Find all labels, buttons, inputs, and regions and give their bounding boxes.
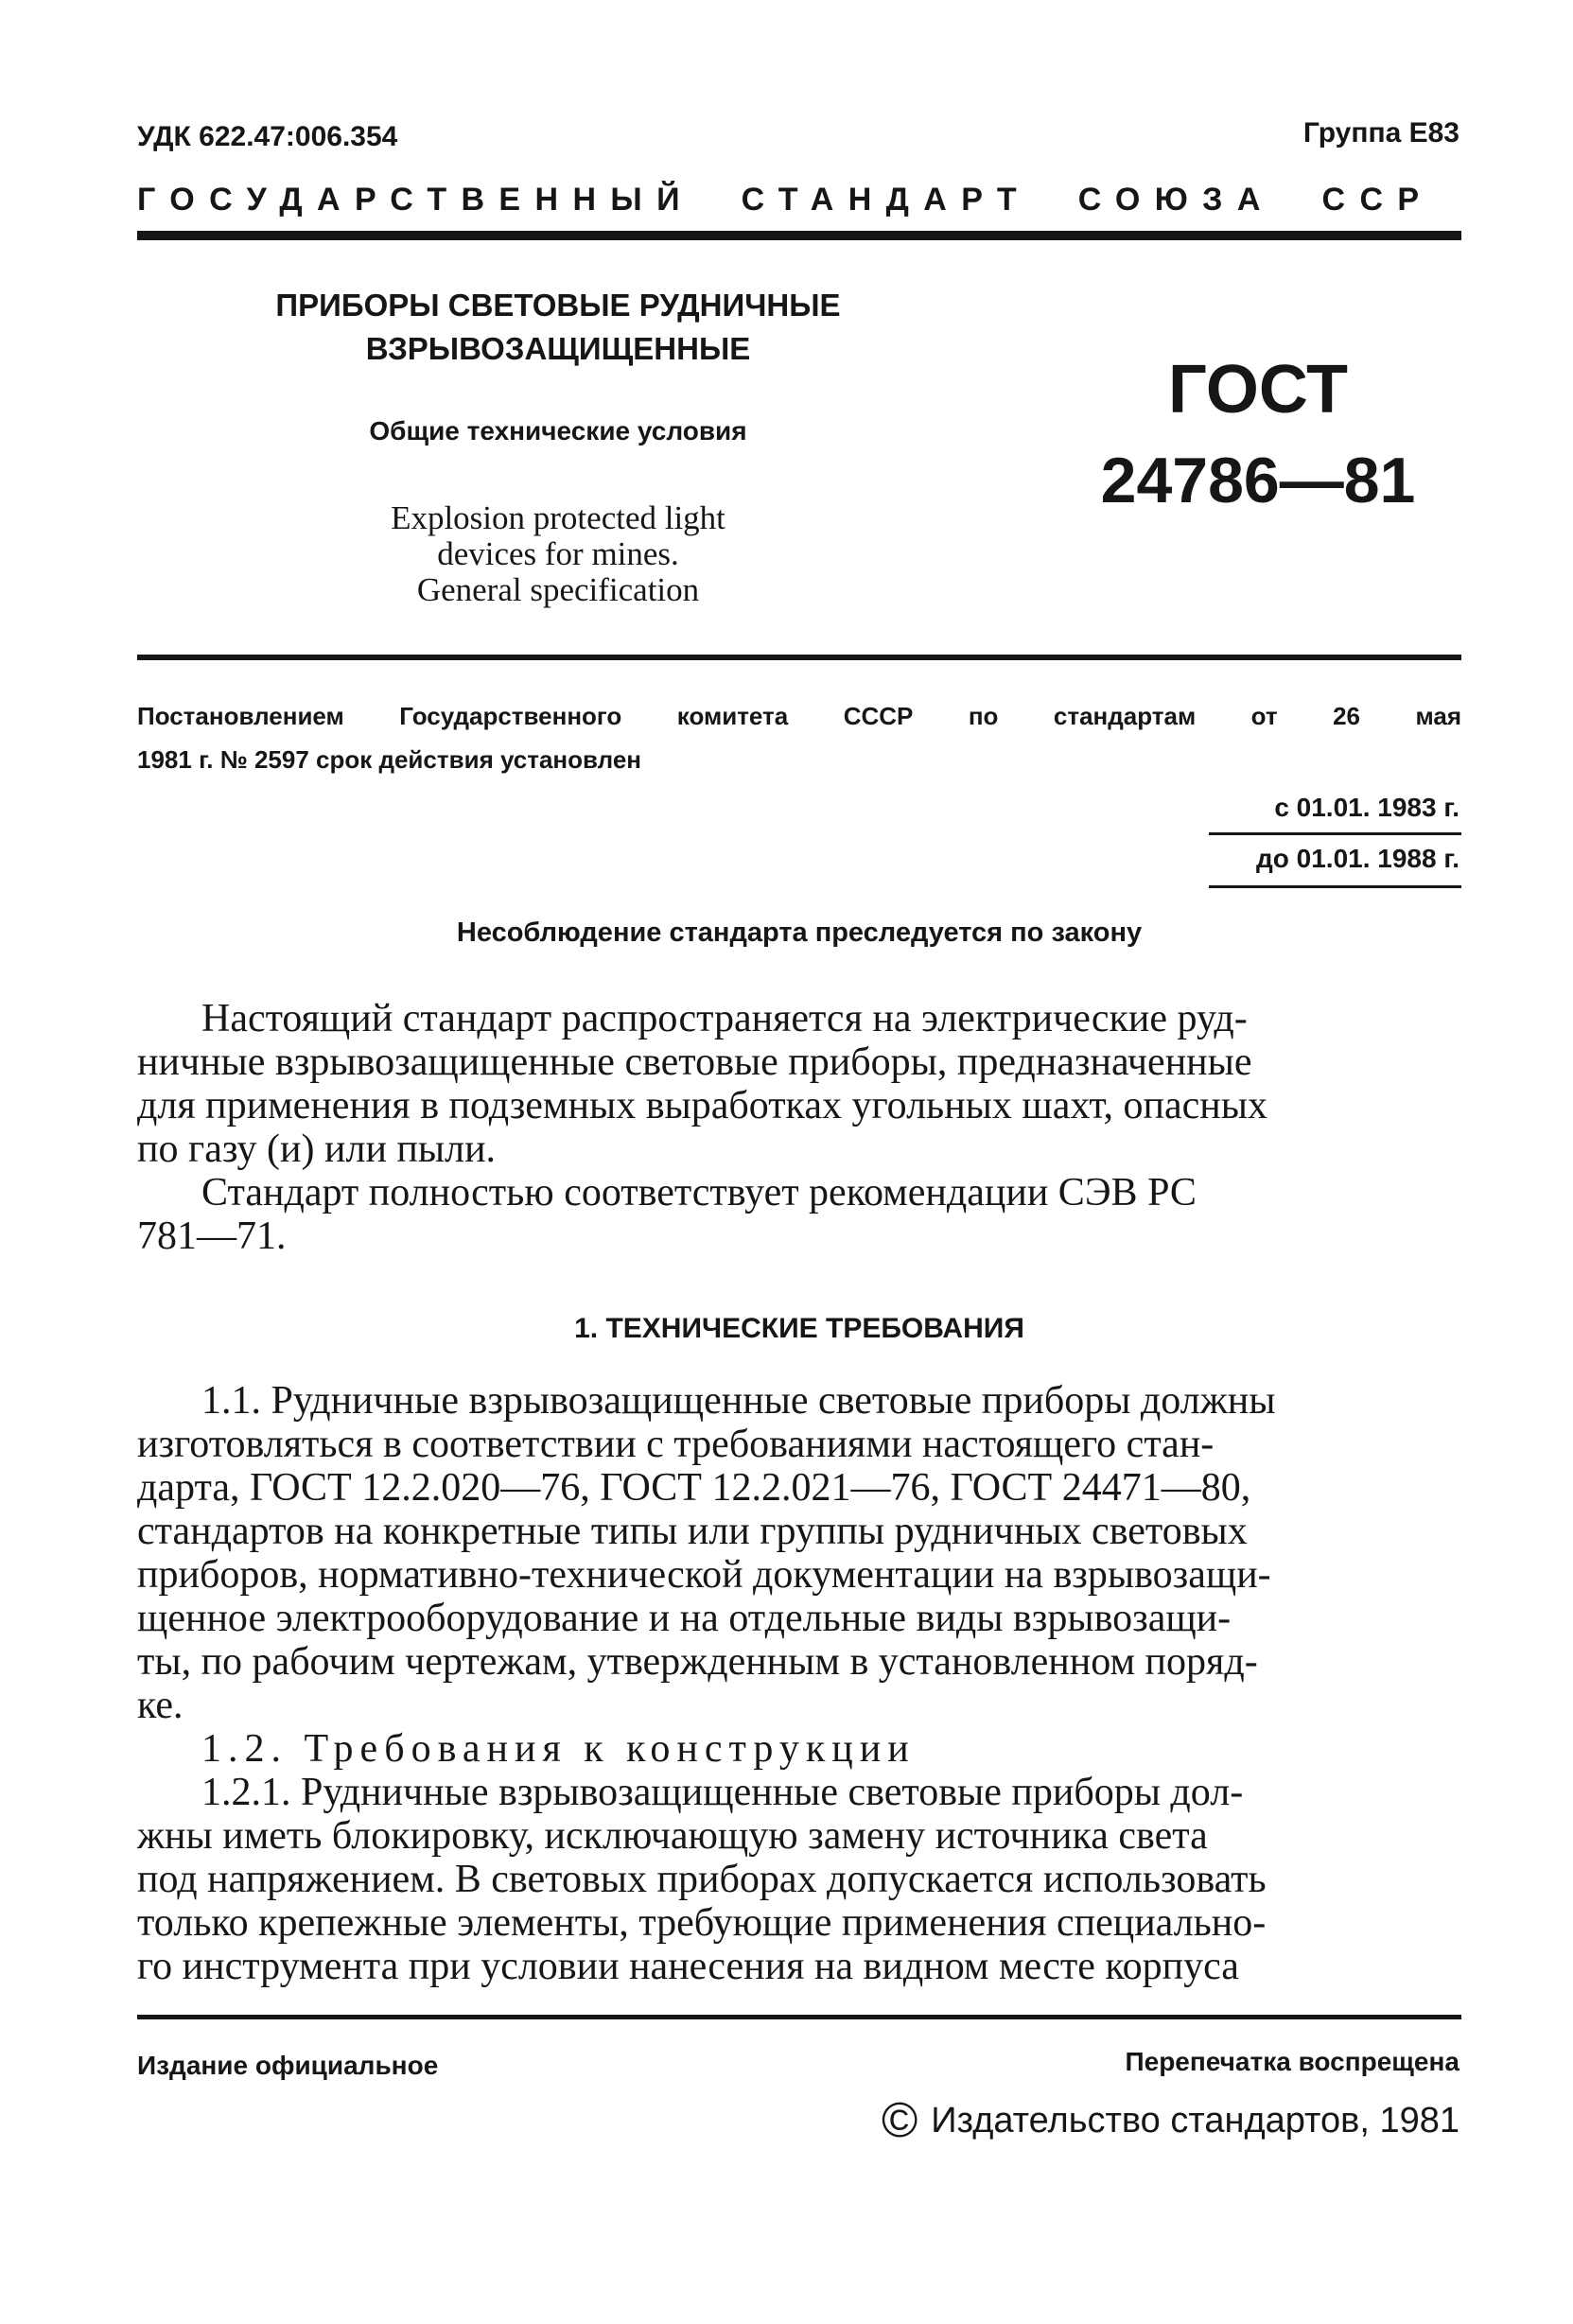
clause-1-1 [137,1379,1275,1727]
gost-label: ГОСТ [1167,352,1349,428]
intro-line: для применения в подземных выработках угольных шахт, опасных [137,1084,1267,1127]
intro-line: по газу (и) или пыли. [137,1127,497,1171]
title-english-2: devices for mines. [437,535,679,572]
clause-line: го инструмента при условии нанесения на видном месте корпуса [137,1945,1239,1988]
group-code: Группа Е83 [1302,117,1459,149]
footer-publisher-line [881,2093,1459,2148]
decree-valid-to: до 01.01. 1988 г. [1256,844,1459,873]
decree-line-2: 1981 г. № 2597 срок действия установлен [137,745,641,774]
clause-line: приборов, нормативно-технической документации на взрывозащи- [137,1553,1271,1597]
clause-line: ке. [137,1684,184,1727]
decree-valid-from: с 01.01. 1983 г. [1274,793,1459,822]
footer-rule [137,2015,1461,2019]
clause-line: дарта, ГОСТ 12.2.020—76, ГОСТ 12.2.021—76, ГОСТ 24471—80, [137,1466,1251,1510]
clause-1-2-heading [137,1727,916,1771]
intro-line: ничные взрывозащищенные световые приборы, предназначенные [137,1040,1252,1084]
decree-line-1: Постановлением Государственного комитета СССР по стандартам от 26 мая [137,702,1461,730]
intro-line: Настоящий стандарт распространяется на электрические руд- [201,997,1248,1040]
title-subtitle: Общие технические условия [369,416,747,446]
intro-line: 781—71. [137,1214,287,1258]
gost-number: 24786—81 [1100,445,1416,516]
intro-paragraph-1 [137,997,1267,1171]
udk-code: УДК 622.47:006.354 [137,121,398,152]
clause-line: стандартов на конкретные типы или группы рудничных световых [137,1510,1248,1553]
clause-line: 1.1. Рудничные взрывозащищенные световые приборы должны [201,1379,1276,1423]
clause-1-2-title: 1.2. Требования к конструкции [201,1727,916,1771]
clause-line: щенное электрооборудование и на отдельные виды взрывозащи- [137,1597,1232,1640]
title-line-1: ПРИБОРЫ СВЕТОВЫЕ РУДНИЧНЫЕ [275,288,841,323]
decree-rule-1 [1209,832,1461,835]
clause-line: изготовляться в соответствии с требованиями настоящего стан- [137,1423,1215,1466]
law-notice: Несоблюдение стандарта преследуется по закону [456,917,1143,948]
clause-1-2-1 [137,1771,1267,1988]
footer-publisher: Издательство стандартов, 1981 [931,2100,1459,2141]
title-english-3: General specification [416,571,700,608]
title-rule [137,655,1461,660]
decree-rule-2 [1209,885,1461,888]
clause-line: жны иметь блокировку, исключающую замену источника света [137,1814,1208,1858]
section-1-heading: 1. ТЕХНИЧЕСКИЕ ТРЕБОВАНИЯ [574,1313,1024,1344]
clause-line: 1.2.1. Рудничные взрывозащищенные световые приборы дол- [201,1771,1244,1814]
intro-paragraph-2 [137,1171,1197,1258]
footer-reprint-notice: Перепечатка воспрещена [1125,2047,1459,2076]
header-rule [137,231,1461,240]
footer-official-edition: Издание официальное [137,2051,439,2080]
clause-line: под напряжением. В световых приборах допускается использовать [137,1858,1267,1901]
clause-line: только крепежные элементы, требующие применения специально- [137,1901,1267,1945]
title-line-2: ВЗРЫВОЗАЩИЩЕННЫЕ [365,331,751,366]
state-standard-banner: ГОСУДАРСТВЕННЫЙ СТАНДАРТ СОЮЗА ССР [137,182,1434,218]
copyright-icon: © [881,2093,918,2148]
intro-line: Стандарт полностью соответствует рекомендации СЭВ РС [201,1171,1197,1214]
clause-line: ты, по рабочим чертежам, утвержденным в установленном поряд- [137,1640,1258,1684]
title-english-1: Explosion protected light [391,499,725,536]
